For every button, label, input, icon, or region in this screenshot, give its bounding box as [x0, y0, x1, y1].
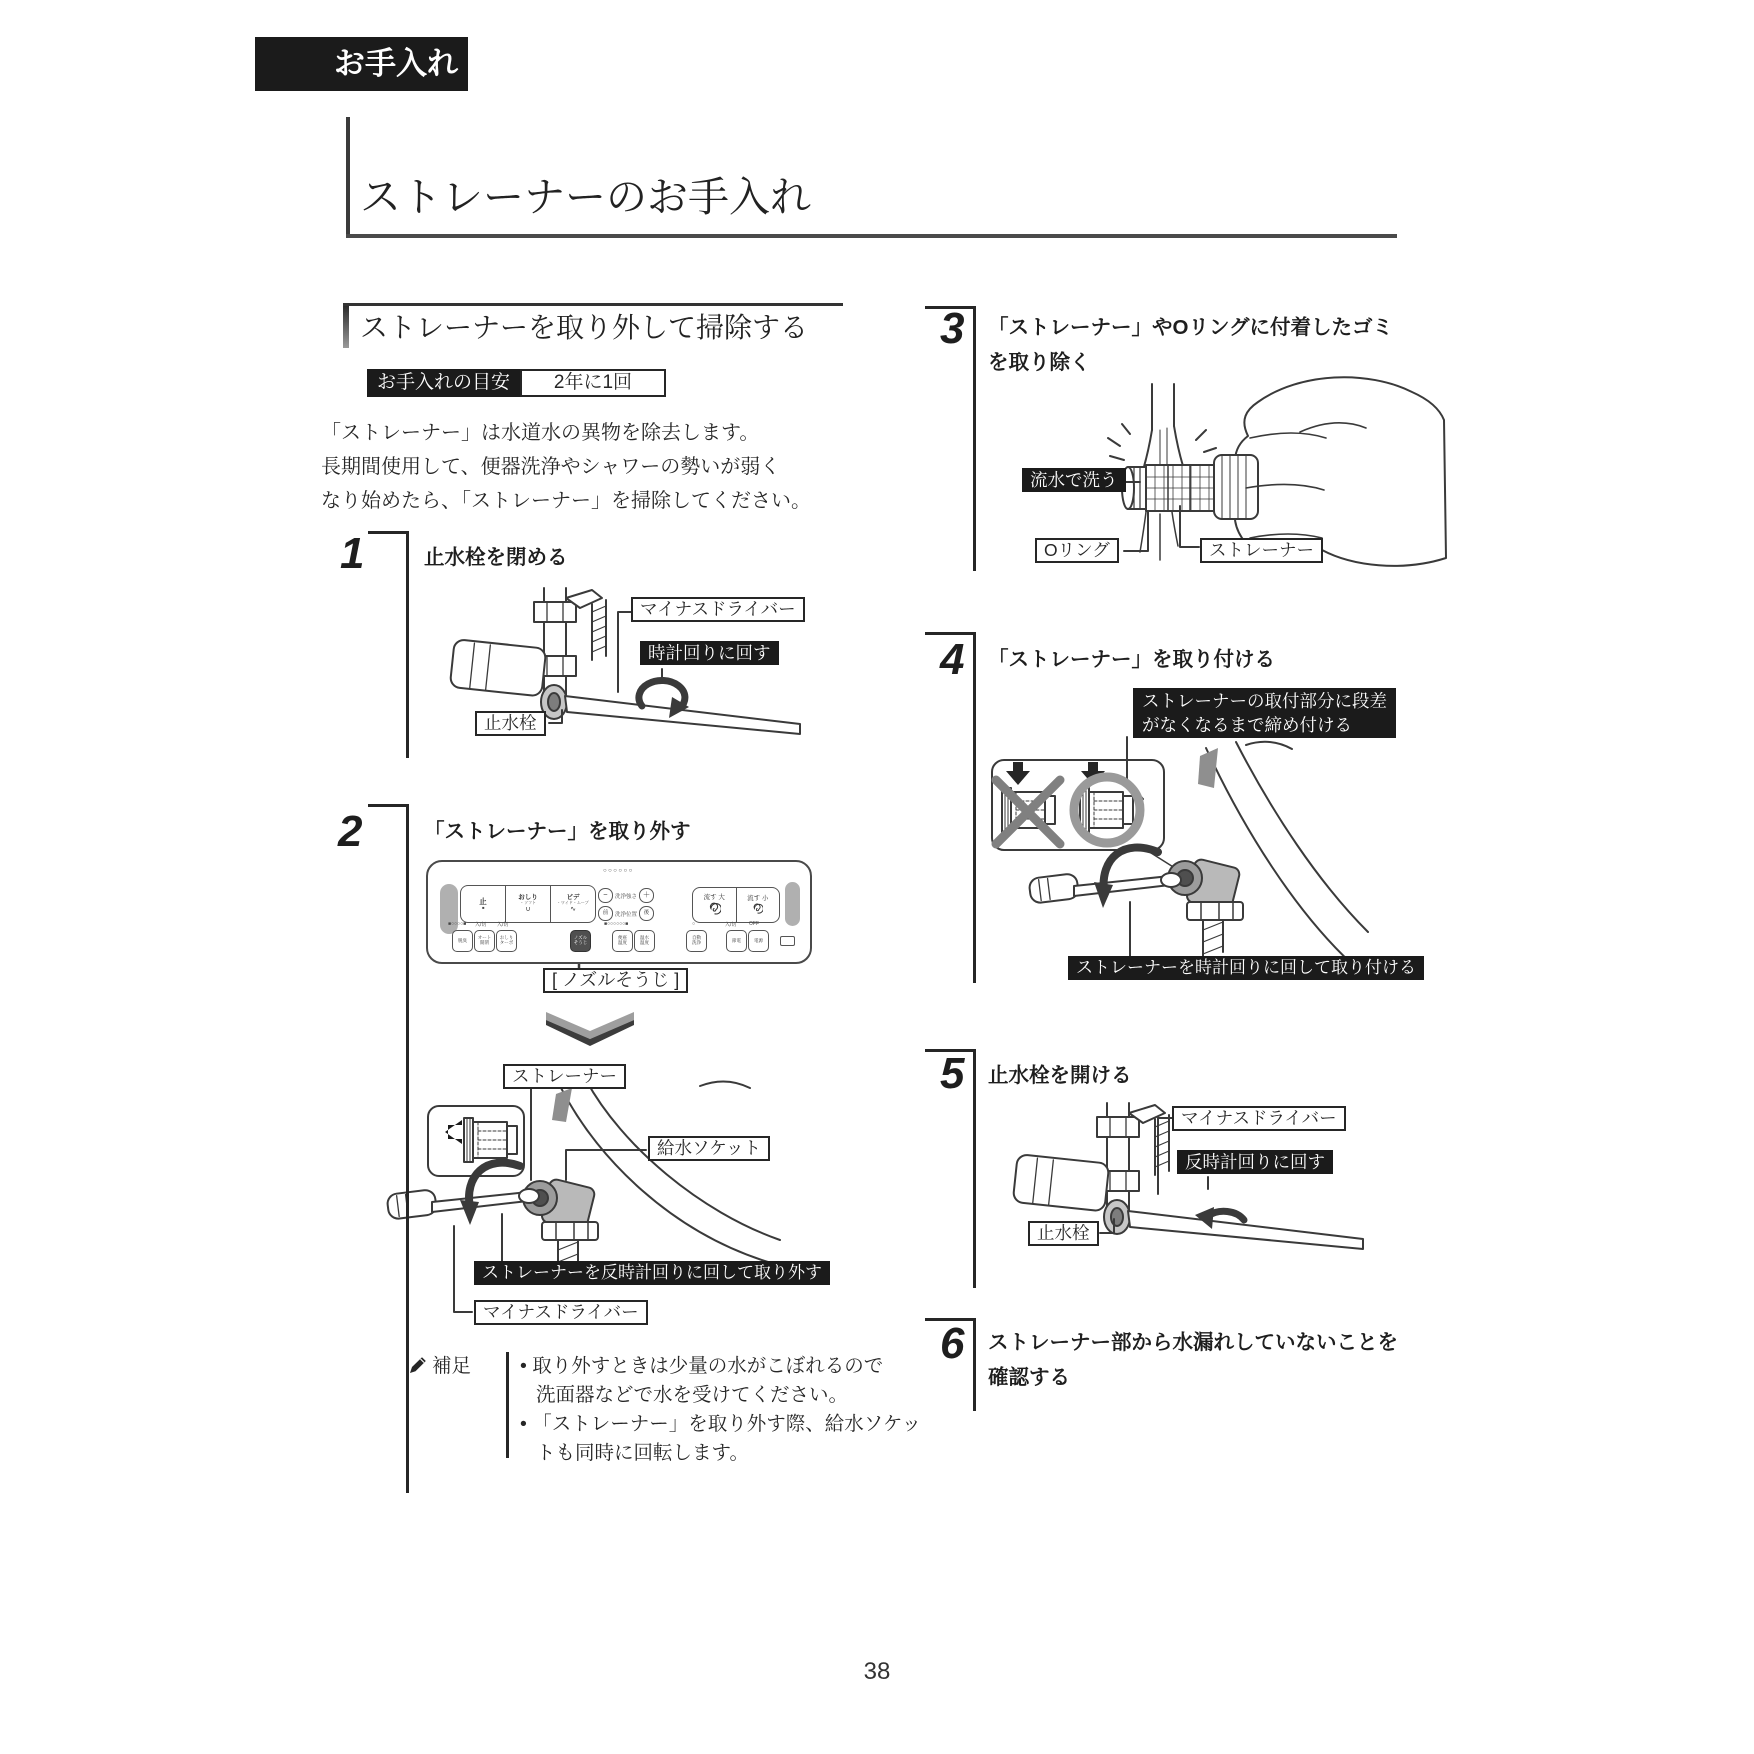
- note-text: 取り外すときは少量の水がこぼれるので: [532, 1355, 884, 1377]
- flush-small-button: [737, 888, 780, 922]
- remote-side-pad: [785, 882, 800, 926]
- strainer-attach-diagram: [992, 737, 1368, 964]
- left-arrow-icon: [445, 1120, 462, 1144]
- bullet: •: [520, 1413, 527, 1435]
- title-rule-horizontal: [346, 234, 1397, 238]
- position-front-button: 前: [598, 906, 613, 921]
- intro-line: なり始めたら、「ストレーナー」を掃除してください。: [321, 490, 811, 512]
- down-chevron-icon: [546, 1012, 634, 1046]
- label-shutoff-valve: 止水栓: [475, 711, 546, 736]
- step-rule: [925, 632, 976, 983]
- cw-arrow-icon: [1094, 882, 1113, 908]
- stop-button: [461, 886, 506, 922]
- step6-title: ストレーナー部から水漏れしていないことを: [988, 1331, 1398, 1354]
- label-o-ring: Oリング: [1035, 538, 1119, 563]
- page-title: ストレーナーのお手入れ: [360, 174, 811, 220]
- step1-title: 止水栓を閉める: [424, 546, 568, 569]
- label-flathead-screwdriver: マイナスドライバー: [631, 597, 805, 622]
- io-label: 入/切: [725, 922, 737, 928]
- oshiri-icon: ∪: [525, 906, 531, 914]
- step-number: 5: [940, 1049, 965, 1098]
- label-turn-clockwise: 時計回りに回す: [640, 641, 779, 665]
- wash-strength-row: [598, 888, 662, 903]
- label-flathead-screwdriver: マイナスドライバー: [1172, 1106, 1346, 1131]
- strength-plus-button: ＋: [639, 888, 654, 903]
- step3-title: 「ストレーナー」やOリングに付着したゴミ: [988, 316, 1394, 339]
- step2-title: 「ストレーナー」を取り外す: [424, 820, 691, 843]
- note-line: 洗面器などで水を受けてください。: [536, 1384, 849, 1406]
- step3-title: を取り除く: [988, 351, 1091, 374]
- step-number: 1: [340, 529, 365, 578]
- off-label: OFF: [749, 921, 759, 927]
- strength-dots: ○○○○○○: [603, 868, 634, 874]
- indicator-dots: ■○○○○■: [448, 921, 467, 927]
- step5-title: 止水栓を開ける: [988, 1064, 1132, 1087]
- power-button: 電源: [748, 930, 769, 952]
- oshiri-sub-label: ・ソフト: [519, 900, 537, 906]
- step6-title: 確認する: [988, 1366, 1070, 1389]
- interval-value-box: 2年に1回: [520, 369, 666, 397]
- label-strainer: ストレーナー: [503, 1064, 626, 1089]
- swirl-icon: [752, 903, 763, 914]
- bidet-sub-label: ・ワイド・ムーブ: [557, 900, 589, 906]
- step-number: 3: [940, 304, 965, 353]
- interval-label-badge: お手入れの目安: [367, 369, 520, 397]
- intro-line: 長期間使用して、便器洗浄やシャワーの勢いが弱く: [321, 456, 781, 478]
- oshiri-turbo-button: おしり ターボ: [496, 930, 517, 952]
- strength-minus-button: −: [598, 888, 613, 903]
- note-line: [520, 1410, 921, 1439]
- stop-icon: ■: [481, 904, 485, 910]
- position-back-button: 後: [639, 906, 654, 921]
- water-temp-button: 温水 温度: [634, 930, 655, 952]
- energy-save-button: 節電: [726, 930, 747, 952]
- flush-big-button: [693, 888, 737, 922]
- bidet-label: ビデ: [566, 893, 580, 901]
- label-turn-cw-attach: ストレーナーを時計回りに回して取り付ける: [1068, 956, 1424, 980]
- section-title: ストレーナーを取り外して掃除する: [360, 312, 809, 343]
- step-number: 2: [338, 807, 363, 856]
- label-nozzle-clean-button: [ ノズルそうじ ]: [543, 968, 688, 993]
- battery-icon: [780, 936, 795, 946]
- remote-control-diagram: [426, 860, 812, 964]
- bidet-icon: ∿: [570, 906, 576, 914]
- step-rule: [368, 531, 409, 758]
- ccw-arrow-icon: [460, 1200, 479, 1225]
- oshiri-label: おしり: [518, 893, 538, 901]
- step-rule: [925, 1049, 976, 1288]
- remote-main-buttons: [460, 885, 596, 923]
- step-rule: [925, 1318, 976, 1411]
- bullet: •: [520, 1355, 527, 1377]
- label-turn-counterclockwise: 反時計回りに回す: [1177, 1150, 1333, 1174]
- tighten-line: ストレーナーの取付部分に段差: [1142, 691, 1387, 711]
- intro-line: 「ストレーナー」は水道水の異物を除去します。: [321, 422, 760, 444]
- io-label: 入/切: [475, 922, 487, 928]
- bidet-button: [551, 886, 595, 922]
- step-rule: [368, 804, 409, 1493]
- step4-title: 「ストレーナー」を取り付ける: [988, 648, 1275, 671]
- section-bar: [343, 306, 349, 348]
- label-rinse-under-water: 流水で洗う: [1022, 468, 1126, 492]
- auto-openclose-button: オート 開閉: [474, 930, 495, 952]
- wash-position-row: [598, 906, 662, 921]
- title-rule-vertical: [346, 117, 350, 237]
- indicator-dots: ■○○○○○○■: [604, 921, 629, 927]
- swirl-icon: [708, 902, 721, 915]
- pencil-icon: [408, 1355, 428, 1375]
- strength-label: 洗浄強さ: [615, 893, 638, 900]
- step-number: 6: [940, 1319, 965, 1368]
- auto-flush-button: 自動 洗浄: [686, 930, 707, 952]
- oshiri-button: [506, 886, 551, 922]
- indicator-dot: ○: [692, 921, 696, 927]
- note-label: 補足: [432, 1355, 472, 1377]
- tighten-line: がなくなるまで締め付ける: [1142, 715, 1352, 735]
- flush-small-label: 流す 小: [747, 895, 769, 903]
- label-turn-ccw-remove: ストレーナーを反時計回りに回して取り外す: [474, 1261, 830, 1285]
- io-label: 入/切: [497, 922, 509, 928]
- stop-label: 止: [479, 896, 487, 906]
- nozzle-clean-button: ノズル そうじ: [570, 930, 591, 952]
- flush-buttons: [692, 887, 780, 923]
- seat-temp-button: 便座 温度: [612, 930, 633, 952]
- note-line: [520, 1352, 883, 1381]
- position-label: 洗浄位置: [615, 911, 638, 918]
- note-divider: [506, 1352, 509, 1458]
- label-flathead-screwdriver: マイナスドライバー: [474, 1300, 648, 1325]
- label-strainer: ストレーナー: [1200, 538, 1323, 563]
- note-text: 「ストレーナー」を取り外す際、給水ソケッ: [532, 1413, 922, 1435]
- deodorizer-button: 脱臭: [452, 930, 473, 952]
- step-number: 4: [940, 635, 965, 684]
- label-shutoff-valve: 止水栓: [1028, 1221, 1099, 1246]
- page-number: 38: [863, 1658, 891, 1685]
- step-rule: [925, 306, 976, 571]
- note-line: トも同時に回転します。: [536, 1442, 749, 1464]
- label-water-socket: 給水ソケット: [648, 1136, 770, 1161]
- flush-big-label: 流す 大: [703, 894, 725, 902]
- label-tighten-until-flush: [1133, 688, 1396, 738]
- section-rule: [343, 303, 843, 306]
- chapter-badge: お手入れ: [255, 37, 468, 91]
